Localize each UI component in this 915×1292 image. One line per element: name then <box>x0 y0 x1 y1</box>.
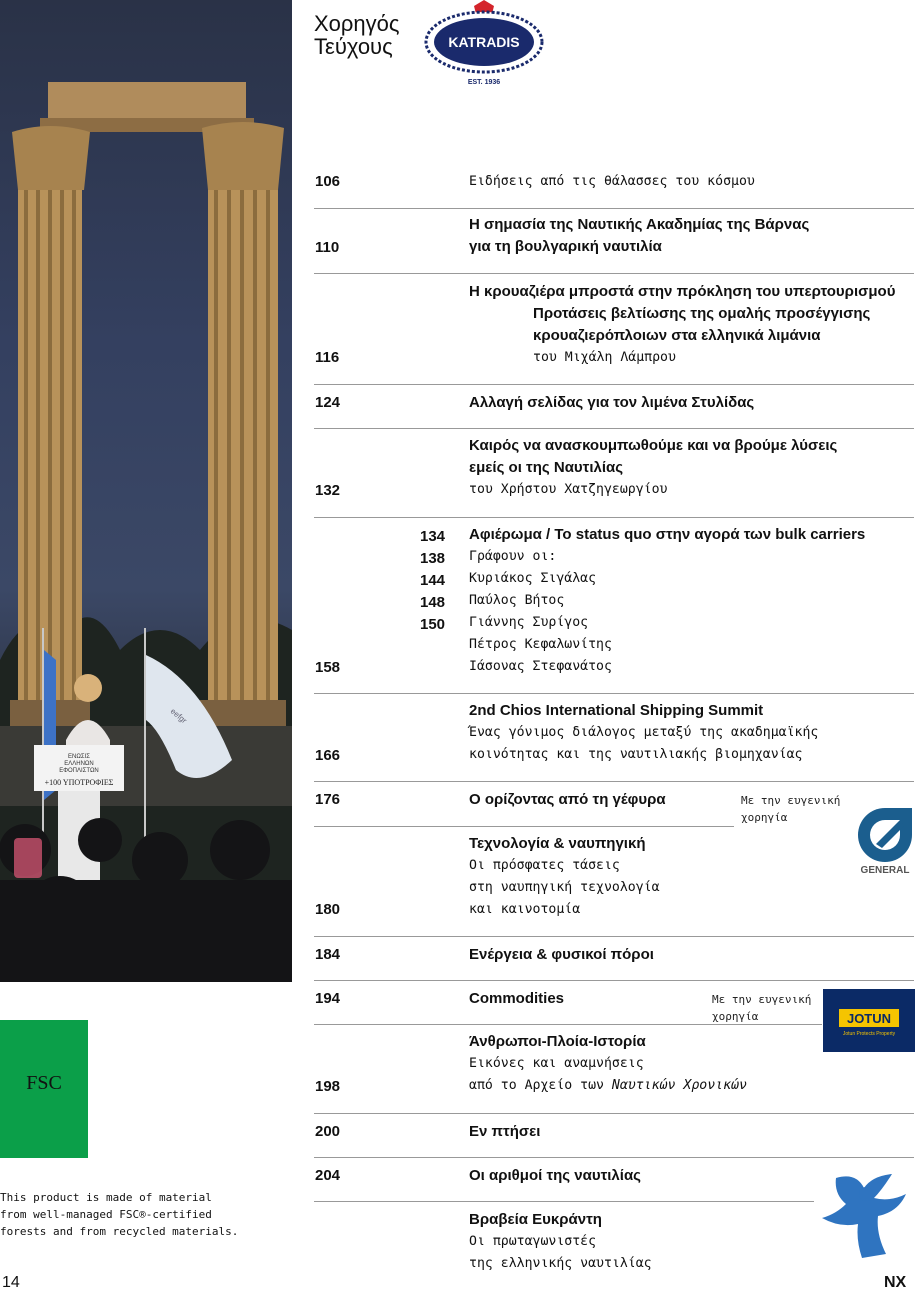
general-logo <box>856 806 914 876</box>
divider <box>314 517 914 518</box>
temple-columns-illustration <box>0 0 292 982</box>
toc-author-116: του Μιχάλη Λάμπρου <box>533 350 676 365</box>
fsc-note: This product is made of material from well-managed FSC®-certified forests and from recycled materials. <box>0 1191 239 1238</box>
toc-title-176: Ο ορίζοντας από τη γέφυρα <box>469 791 666 808</box>
podium-line3: ΕΦΟΠΛΙΣΤΩΝ <box>59 768 99 774</box>
podium-tagline: +100 ΥΠΟΤΡΟΦΙΕΣ <box>44 778 114 787</box>
award-figure-icon <box>816 1168 912 1262</box>
divider <box>314 980 914 981</box>
toc-page-204: 204 <box>315 1167 341 1184</box>
toc-title-204: Οι αριθμοί της ναυτιλίας <box>469 1167 641 1184</box>
toc-title-184: Ενέργεια & φυσικοί πόροι <box>469 946 654 963</box>
toc-author-132: του Χρήστου Χατζηγεωργίου <box>469 482 668 497</box>
toc-title-194: Commodities <box>469 990 565 1007</box>
toc-subtitle-awards: Οι πρωταγωνιστές της ελληνικής ναυτιλίας <box>469 1234 652 1271</box>
toc-title-124: Αλλαγή σελίδας για τον λιμένα Στυλίδας <box>469 394 755 411</box>
katradis-logo <box>422 0 546 90</box>
katradis-logo-text: KATRADIS <box>448 34 520 50</box>
cover-photo <box>0 0 292 982</box>
jotun-logo <box>823 989 915 1052</box>
divider <box>314 936 914 937</box>
toc-page-180: 180 <box>315 901 341 918</box>
toc-title-110: Η σημασία της Ναυτικής Ακαδημίας της Βάρνας για τη βουλγαρική ναυτιλία <box>469 216 810 255</box>
toc-page-132: 132 <box>315 482 341 499</box>
flag-text: eefgr <box>168 706 189 726</box>
divider <box>314 781 914 782</box>
divider <box>314 208 914 209</box>
toc-page-124: 124 <box>315 394 341 411</box>
divider <box>314 1113 914 1114</box>
toc-page-200: 200 <box>315 1123 341 1140</box>
toc-subpages-158: 134 138 144 148 150 <box>420 528 446 633</box>
issue-sponsor-label: Χορηγός Τεύχους <box>314 11 400 59</box>
toc-title-106: Ειδήσεις από τις θάλασσες του κόσμου <box>469 174 755 189</box>
toc-title-180: Τεχνολογία & ναυπηγική <box>469 835 646 852</box>
toc-title-116: Η κρουαζιέρα μπροστά στην πρόκληση του υπερτουρισμού <box>469 283 896 300</box>
toc-subtitle-198: Εικόνες και αναμνήσεις από το Αρχείο των Ναυτικών Χρονικών <box>469 1056 747 1093</box>
fsc-label: FSC <box>26 1072 62 1094</box>
toc-subtitle-116: Προτάσεις βελτίωσης της ομαλής προσέγγισης κρουαζιερόπλοιων στα ελληνικά λιμάνια <box>533 305 871 344</box>
divider <box>314 1024 822 1025</box>
page-number: 14 <box>2 1274 20 1291</box>
divider <box>314 384 914 385</box>
jotun-logo-text: JOTUN <box>846 1011 892 1026</box>
toc-page-106: 106 <box>315 173 341 190</box>
divider <box>314 428 914 429</box>
katradis-est: EST. 1936 <box>467 79 501 86</box>
toc-page-158: 158 <box>315 659 341 676</box>
toc-subtitle-166: Ένας γόνιμος διάλογος μεταξύ της ακαδημαϊκής κοινότητας και της ναυτιλιακής βιομηχανίας <box>469 725 819 762</box>
toc-page-116: 116 <box>315 349 340 366</box>
podium-line1: ΕΝΩΣΙΣ <box>68 754 90 760</box>
divider <box>314 1201 814 1202</box>
general-logo-text: GENERAL <box>860 865 910 876</box>
toc-title-158: Αφιέρωμα / Το status quo στην αγορά των bulk carriers <box>469 526 866 543</box>
toc-title-166: 2nd Chios International Shipping Summit <box>469 702 764 719</box>
toc-title-132: Καιρός να ανασκουμπωθούμε και να βρούμε λύσεις εμείς οι της Ναυτιλίας <box>469 437 838 476</box>
divider <box>314 693 914 694</box>
toc-page-194: 194 <box>315 990 341 1007</box>
general-courtesy-note: Με την ευγενική χορηγία <box>741 794 841 824</box>
brand-mark: NX <box>884 1274 907 1291</box>
toc-authors-158: Γράφουν οι: Κυριάκος Σιγάλας Παύλος Βήτος Γιάννης Συρίγος Πέτρος Κεφαλωνίτης Ιάσονας Στεφανάτος <box>469 549 612 674</box>
toc-page-166: 166 <box>315 747 341 764</box>
jotun-logo-sub: Jotun Protects Property <box>842 1031 896 1037</box>
toc-page-110: 110 <box>315 239 340 256</box>
divider <box>314 826 734 827</box>
toc-title-198: Άνθρωποι-Πλοία-Ιστορία <box>469 1033 646 1050</box>
toc-title-200: Εν πτήσει <box>469 1123 541 1140</box>
toc-page-176: 176 <box>315 791 341 808</box>
toc-subtitle-180: Οι πρόσφατες τάσεις στη ναυπηγική τεχνολογία και καινοτομία <box>469 858 660 917</box>
divider <box>314 1157 914 1158</box>
podium-line2: ΕΛΛΗΝΩΝ <box>64 761 94 767</box>
fsc-badge <box>0 1020 88 1158</box>
toc-page-184: 184 <box>315 946 341 963</box>
divider <box>314 273 914 274</box>
toc-title-awards: Βραβεία Ευκράντη <box>469 1211 602 1228</box>
toc-page-198: 198 <box>315 1078 341 1095</box>
jotun-courtesy-note: Με την ευγενική χορηγία <box>712 993 812 1023</box>
